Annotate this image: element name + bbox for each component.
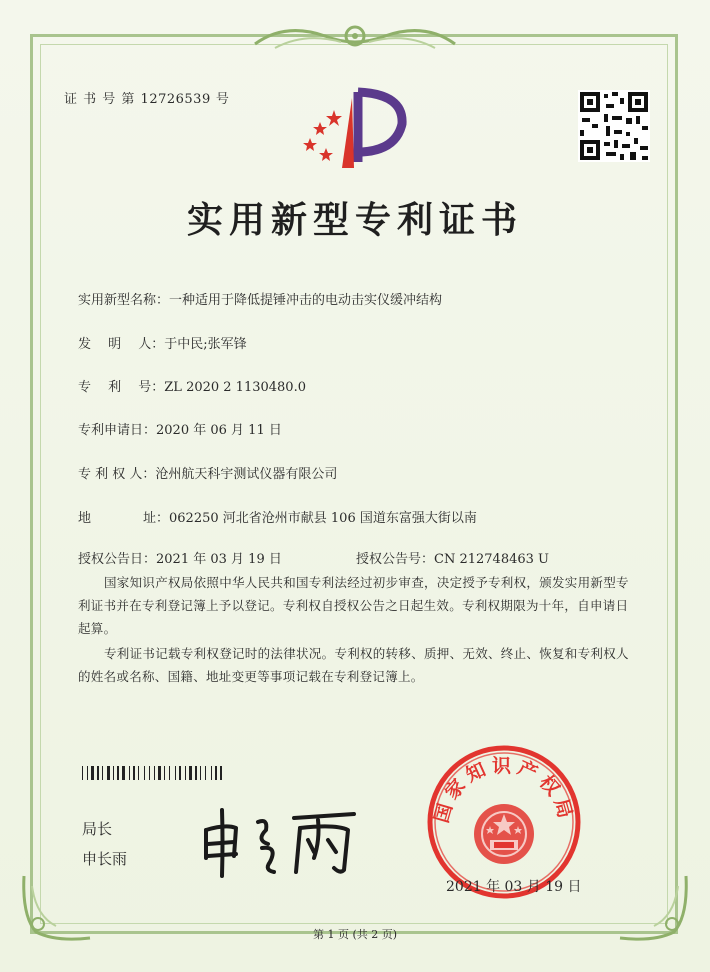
seal-text: 国家知识产权局 <box>430 755 578 826</box>
field-label: 实用新型名称： <box>78 293 170 308</box>
field-label: 专 利 权 人： <box>78 467 156 482</box>
patent-office-emblem-icon <box>296 82 416 174</box>
certificate-number-label: 证 书 号 第 <box>64 92 136 107</box>
field-value: 2021 年 03 月 19 日 <box>156 552 282 567</box>
field-value: 沧州航天科宇测试仪器有限公司 <box>155 467 338 482</box>
field-application-date <box>78 419 282 438</box>
director-name: 申长雨 <box>82 850 128 868</box>
field-value: ZL 2020 2 1130480.0 <box>164 380 306 395</box>
field-patentee <box>78 463 337 482</box>
certificate-number-value: 12726539 <box>140 92 211 107</box>
director-title: 局长 <box>82 820 113 838</box>
field-grant-announce-number <box>356 548 549 567</box>
field-label: 授权公告日： <box>78 552 157 567</box>
field-label: 专利申请日： <box>78 423 157 438</box>
certificate-paragraph: 国家知识产权局依照中华人民共和国专利法经过初步审查，决定授予专利权，颁发实用新型专利证书并在专利登记簿上予以登记。专利权自授权公告之日起生效。专利权期限为十年，自申请日起算。 <box>78 575 629 636</box>
certificate-title: 实用新型专利证书 <box>186 199 523 241</box>
national-emblem-icon <box>474 804 534 864</box>
seal-date: 2021 年 03 月 19 日 <box>446 879 582 895</box>
certificate-number <box>64 88 230 107</box>
top-ornament <box>245 18 465 54</box>
field-value: 于中民;张军锋 <box>164 337 247 352</box>
field-grant-announce-date <box>78 548 282 567</box>
field-label: 授权公告号： <box>356 552 435 567</box>
director-signature <box>196 800 366 880</box>
field-value: 2020 年 06 月 11 日 <box>156 423 282 438</box>
field-label: 地 址： <box>78 511 170 526</box>
field-label: 发 明 人： <box>78 337 165 352</box>
certificate-paragraph: 专利证书记载专利权登记时的法律状况。专利权的转移、质押、无效、终止、恢复和专利权人的姓名或名称、国籍、地址变更等事项记载在专利登记簿上。 <box>78 646 629 684</box>
field-value: 062250 河北省沧州市献县 106 国道东富强大街以南 <box>169 511 477 526</box>
field-inventor <box>78 333 247 352</box>
field-value: 一种适用于降低提锤冲击的电动击实仪缓冲结构 <box>169 293 443 308</box>
certificate-number-suffix: 号 <box>215 92 230 107</box>
field-utility-name <box>78 289 442 308</box>
qr-code <box>578 90 650 162</box>
field-address <box>78 507 477 526</box>
page-indicator: 第 1 页 (共 2 页) <box>312 928 398 941</box>
field-label: 专 利 号： <box>78 380 165 395</box>
field-value: CN 212748463 U <box>434 552 549 567</box>
field-patent-number <box>78 376 306 395</box>
barcode <box>82 766 268 780</box>
